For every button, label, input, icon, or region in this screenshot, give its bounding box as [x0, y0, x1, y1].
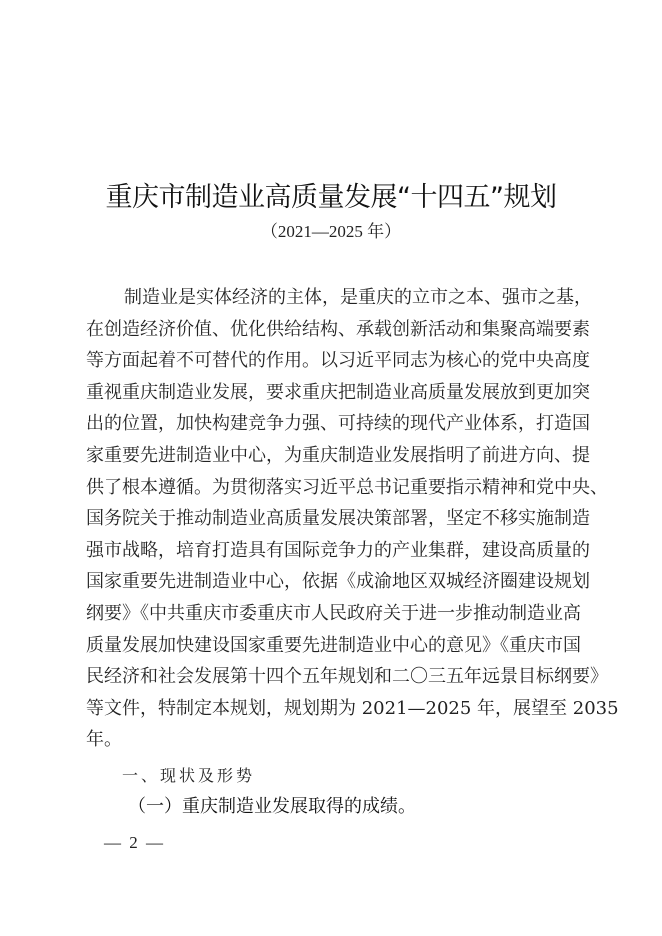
paragraph-line: 供了根本遵循。为贯彻落实习近平总书记重要指示精神和党中央、 [86, 476, 608, 498]
page-number: — 2 — [104, 833, 165, 852]
paragraph-line: 年。 [86, 729, 122, 751]
paragraph-line: 国务院关于推动制造业高质量发展决策部署，坚定不移实施制造 [86, 508, 590, 530]
paragraph-line: 民经济和社会发展第十四个五年规划和二〇三五年远景目标纲要》 [86, 666, 608, 688]
paragraph-line: 重视重庆制造业发展，要求重庆把制造业高质量发展放到更加突 [86, 381, 590, 403]
paragraph-line: 等方面起着不可替代的作用。以习近平同志为核心的党中央高度 [86, 350, 590, 372]
paragraph-line: 纲要》《中共重庆市委重庆市人民政府关于进一步推动制造业高 [86, 602, 581, 624]
section-heading: 一、现状及形势 [122, 766, 256, 785]
paragraph-line: 国家重要先进制造业中心，依据《成渝地区双城经济圈建设规划 [86, 571, 590, 593]
paragraph-line: 强市战略，培育打造具有国际竞争力的产业集群，建设高质量的 [86, 539, 590, 561]
paragraph-line: 等文件，特制定本规划，规划期为 2021—2025 年，展望至 2035 [86, 697, 619, 719]
paragraph-line: 制造业是实体经济的主体，是重庆的立市之本、强市之基， [124, 287, 592, 308]
paragraph-line: 家重要先进制造业中心，为重庆制造业发展指明了前进方向、提 [86, 444, 590, 466]
intro-paragraph [86, 282, 619, 756]
document-subtitle: （2021—2025 年） [260, 222, 402, 241]
subsection-heading: （一）重庆制造业发展取得的成绩。 [128, 796, 416, 817]
paragraph-line: 出的位置，加快构建竞争力强、可持续的现代产业体系，打造国 [86, 413, 590, 435]
document-title: 重庆市制造业高质量发展“十四五”规划 [105, 182, 557, 213]
paragraph-line: 质量发展加快建设国家重要先进制造业中心的意见》《重庆市国 [86, 634, 581, 656]
paragraph-line: 在创造经济价值、优化供给结构、承载创新活动和集聚高端要素 [86, 318, 590, 340]
